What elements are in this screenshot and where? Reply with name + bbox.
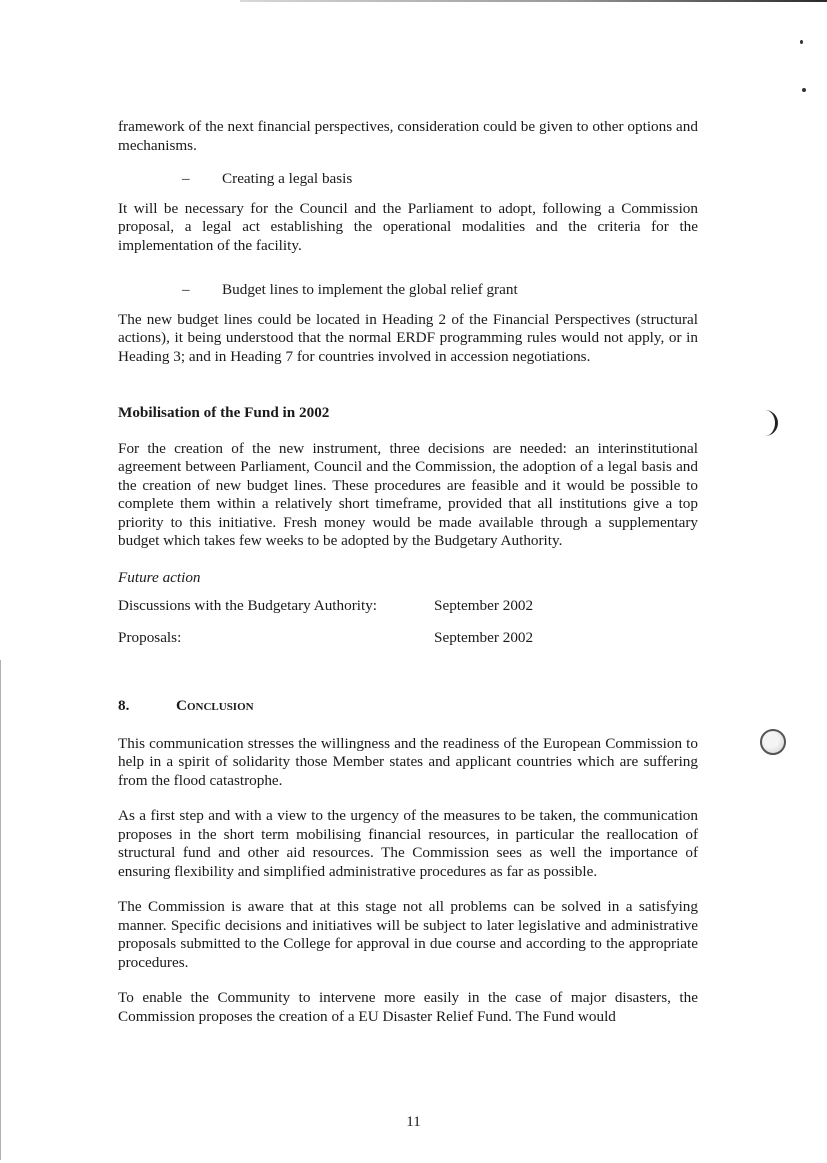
timeline-date: September 2002 bbox=[434, 628, 534, 646]
paragraph: It will be necessary for the Council and the Parliament to adopt, following a Commission proposal, a legal act establishing the operational modalities and the criteria for the implementation of the facility. bbox=[118, 199, 698, 254]
paragraph: The Commission is aware that at this stage not all problems can be solved in a satisfying manner. Specific decisions and initiatives will be subject to later legislative and administrative proposals submitted to the College for approval in due course and according to the appropriate procedures. bbox=[118, 898, 698, 971]
section-title: Conclusion bbox=[176, 697, 254, 714]
scan-top-edge bbox=[240, 0, 827, 2]
paragraph: To enable the Community to intervene more easily in the case of major disasters, the Commission proposes the creation of a EU Disaster Relief Fund. The Fund would bbox=[118, 989, 698, 1025]
section-number: 8. bbox=[118, 697, 130, 714]
paragraph: For the creation of the new instrument, three decisions are needed: an interinstitutional agreement between Parliament, Council and the Commission, the adoption of a legal basis and the creation of new budget lines. These procedures are feasible and it would be possible to complete them within a relatively short timeframe, provided that all institutions give a top priority to this initiative. Fresh money would be made available through a supplementary budget which takes few weeks to be adopted by the Budgetary Authority. bbox=[118, 439, 698, 549]
scan-left-edge bbox=[0, 660, 1, 1160]
dash-item-text: Budget lines to implement the global relief grant bbox=[222, 281, 518, 298]
punch-hole-mark bbox=[760, 729, 786, 755]
scan-speck bbox=[802, 88, 806, 92]
page-body bbox=[118, 118, 698, 1026]
subheading-mobilisation: Mobilisation of the Fund in 2002 bbox=[118, 404, 330, 421]
punch-hole-mark bbox=[760, 410, 778, 436]
section-heading bbox=[118, 697, 698, 716]
dash-list-item bbox=[182, 170, 698, 189]
dash-bullet: – bbox=[182, 170, 190, 187]
timeline-label: Discussions with the Budgetary Authority: bbox=[118, 597, 378, 614]
paragraph: This communication stresses the willingness and the readiness of the European Commission to help in a spirit of solidarity those Member states and applicant countries which are suffering from the flood catastrophe. bbox=[118, 734, 698, 789]
timeline-label: Proposals: bbox=[118, 628, 182, 646]
timeline-row bbox=[118, 629, 698, 648]
page-number: 11 bbox=[406, 1114, 421, 1130]
paragraph: framework of the next financial perspectives, consideration could be given to other options and mechanisms. bbox=[118, 118, 698, 154]
dash-bullet: – bbox=[182, 281, 190, 298]
dash-item-text: Creating a legal basis bbox=[222, 170, 353, 187]
timeline-row bbox=[118, 597, 698, 616]
paragraph: As a first step and with a view to the urgency of the measures to be taken, the communication proposes in the short term mobilising financial resources, in particular the reallocation of structural fund and other aid resources. The Commission sees as well the importance of ensuring flexibility and simplified administrative procedures as far as possible. bbox=[118, 807, 698, 880]
paragraph: The new budget lines could be located in Heading 2 of the Financial Perspectives (structural actions), it being understood that the normal ERDF programming rules would not apply, or in Heading 3; and in Heading 7 for countries involved in accession negotiations. bbox=[118, 310, 698, 365]
timeline-date: September 2002 bbox=[434, 597, 534, 614]
dash-list-item bbox=[182, 281, 698, 300]
scan-speck bbox=[800, 40, 803, 44]
future-action-label: Future action bbox=[118, 568, 201, 586]
